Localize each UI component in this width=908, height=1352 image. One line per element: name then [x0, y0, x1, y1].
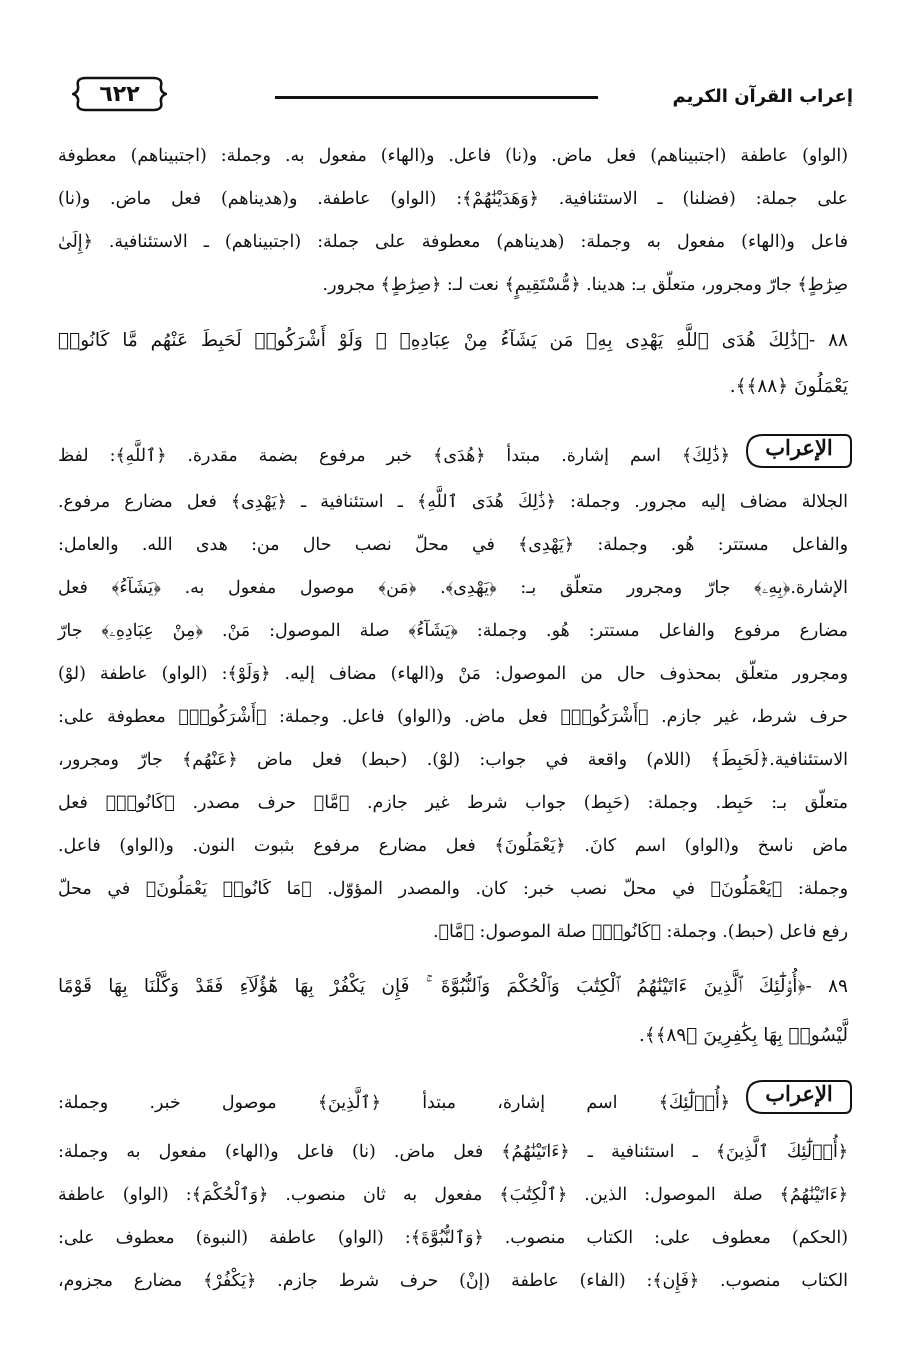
text-line: والفاعل مستتر: هُو. وجملة: ﴿يَهْدِى﴾ في محلّ نصب حال من: هدى الله. والعامل: [58, 535, 848, 555]
page-number: ٦٢٢ [99, 81, 140, 107]
book-title: إعراب القرآن الكريم [672, 86, 853, 107]
text-line: حرف شرط، غير جازم. ﴿أَشْرَكُوا۟﴾ فعل ماض. و(الواو) فاعل. وجملة: ﴿أَشْرَكُوا۟﴾ معطوفة على: [58, 707, 848, 727]
irab-label: الإعراب [765, 1081, 833, 1106]
text-line: الاستئنافية.﴿لَحَبِطَ﴾ (اللام) واقعة في جواب: (لوْ). (حبط) فعل ماض ﴿عَنْهُم﴾ جارّ ومجرور، [58, 750, 848, 770]
page-header [60, 68, 853, 128]
verse-line: لَّيْسُوا۟ بِهَا بِكَٰفِرِينَ ﴿٨٩﴾﴾. [638, 1025, 848, 1046]
irab-badge [745, 1078, 853, 1116]
text-line: فاعل و(الهاء) مفعول به وجملة: (هديناهم) معطوفة على جملة: (اجتبيناهم) ـ الاستئنافية. ﴿إِلَىٰ [58, 232, 848, 252]
text-line: رفع فاعل (حبط). وجملة: ﴿كَانُوا۟﴾ صلة الموصول: ﴿مَّا﴾. [433, 922, 848, 942]
text-line: الإشارة.﴿بِهِۦ﴾ جارّ ومجرور متعلّق بـ: ﴿يَهْدِى﴾. ﴿مَن﴾ موصول مفعول به. ﴿يَشَآءُ﴾ فعل [58, 578, 848, 598]
verse-line: يَعْمَلُونَ ﴿٨٨﴾﴾. [729, 376, 848, 397]
text-line: ﴿أُو۟لَٰٓئِكَ ٱلَّذِينَ﴾ ـ استئنافية ـ ﴿ءَاتَيْنَٰهُمُ﴾ فعل ماض. (نا) فاعل و(الهاء) مفعول به وجملة: [58, 1142, 848, 1162]
text-line: الكتاب منصوب. ﴿فَإِن﴾: (الفاء) عاطفة (إنْ) حرف شرط جازم. ﴿يَكْفُرْ﴾ مضارع مجزوم، [58, 1271, 848, 1291]
text-line: مضارع مرفوع والفاعل مستتر: هُو. وجملة: ﴿يَشَآءُ﴾ صلة الموصول: مَنْ. ﴿مِنْ عِبَادِهِۦ﴾ جارّ [58, 621, 848, 641]
text-line: (الواو) عاطفة (اجتبيناهم) فعل ماض. و(نا) فاعل. و(الهاء) مفعول به. وجملة: (اجتبيناهم) معطوفة [58, 146, 848, 166]
text-line: ومجرور متعلّق بمحذوف حال من الموصول: مَنْ و(الهاء) مضاف إليه. ﴿وَلَوْ﴾: (الواو) عاطفة (لوْ) [58, 664, 848, 684]
text-line: ﴿أُو۟لَٰٓئِكَ﴾ اسم إشارة، مبتدأ ﴿ٱلَّذِينَ﴾ موصول خبر. وجملة: [58, 1093, 730, 1113]
text-line: وجملة: ﴿يَعْمَلُونَ﴾ في محلّ نصب خبر: كان. والمصدر المؤوّل. ﴿مَا كَانُوا۟ يَعْمَلُونَ﴾ في محلّ [58, 879, 848, 899]
irab-badge [745, 432, 853, 470]
verse-line: ٨٩ -﴿أُو۟لَٰٓئِكَ ٱلَّذِينَ ءَاتَيْنَٰهُمُ ٱلْكِتَٰبَ وَٱلْحُكْمَ وَٱلنُّبُوَّةَ ۚ فَإِن يَكْفُرْ بِهَا هَٰٓؤُلَآءِ فَقَدْ وَكَّلْنَا بِهَا قَوْمًا [58, 976, 848, 997]
text-line: ماض ناسخ و(الواو) اسم كانَ. ﴿يَعْمَلُونَ﴾ فعل مضارع مرفوع بثبوت النون. و(الواو) فاعل. [58, 836, 848, 856]
text-line: ﴿ذَٰلِكَ﴾ اسم إشارة. مبتدأ ﴿هُدَى﴾ خبر مرفوع بضمة مقدرة. ﴿ٱللَّهِ﴾: لفظ [58, 446, 730, 466]
irab-label: الإعراب [765, 435, 833, 460]
text-line: (الحكم) معطوف على: الكتاب منصوب. ﴿وَٱلنُّبُوَّةَ﴾: (الواو) عاطفة (النبوة) معطوف على: [58, 1228, 848, 1248]
text-line: متعلّق بـ: حَبِط. وجملة: (حَبِط) جواب شرط غير جازم. ﴿مَّا﴾ حرف مصدر. ﴿كَانُوا۟﴾ فعل [58, 793, 848, 813]
text-line: ﴿ءَاتَيْنَٰهُمُ﴾ صلة الموصول: الذين. ﴿ٱلْكِتَٰبَ﴾ مفعول به ثان منصوب. ﴿وَٱلْحُكْمَ﴾: (الواو) عاطفة [58, 1185, 848, 1205]
text-line: صِرَٰطٍ﴾ جارّ ومجرور، متعلّق بـ: هدينا. ﴿مُّسْتَقِيمٍ﴾ نعت لـ: ﴿صِرَٰطٍ﴾ مجرور. [322, 275, 848, 295]
page-number-frame [72, 74, 167, 114]
verse-line: ٨٨ -﴿ذَٰلِكَ هُدَى ٱللَّهِ يَهْدِى بِهِۦ مَن يَشَآءُ مِنْ عِبَادِهِۦ ۚ وَلَوْ أَشْرَكُوا۟ لَحَبِطَ عَنْهُم مَّا كَانُوا۟ [58, 330, 848, 351]
header-rule [275, 96, 598, 99]
text-line: على جملة: (فضلنا) ـ الاستئنافية. ﴿وَهَدَيْنَٰهُمْ﴾: (الواو) عاطفة. و(هديناهم) فعل ماض. و(نا) [58, 189, 848, 209]
text-line: الجلالة مضاف إليه مجرور. وجملة: ﴿ذَٰلِكَ هُدَى ٱللَّهِ﴾ ـ استئنافية ـ ﴿يَهْدِى﴾ فعل مضارع مرفوع. [58, 492, 848, 512]
